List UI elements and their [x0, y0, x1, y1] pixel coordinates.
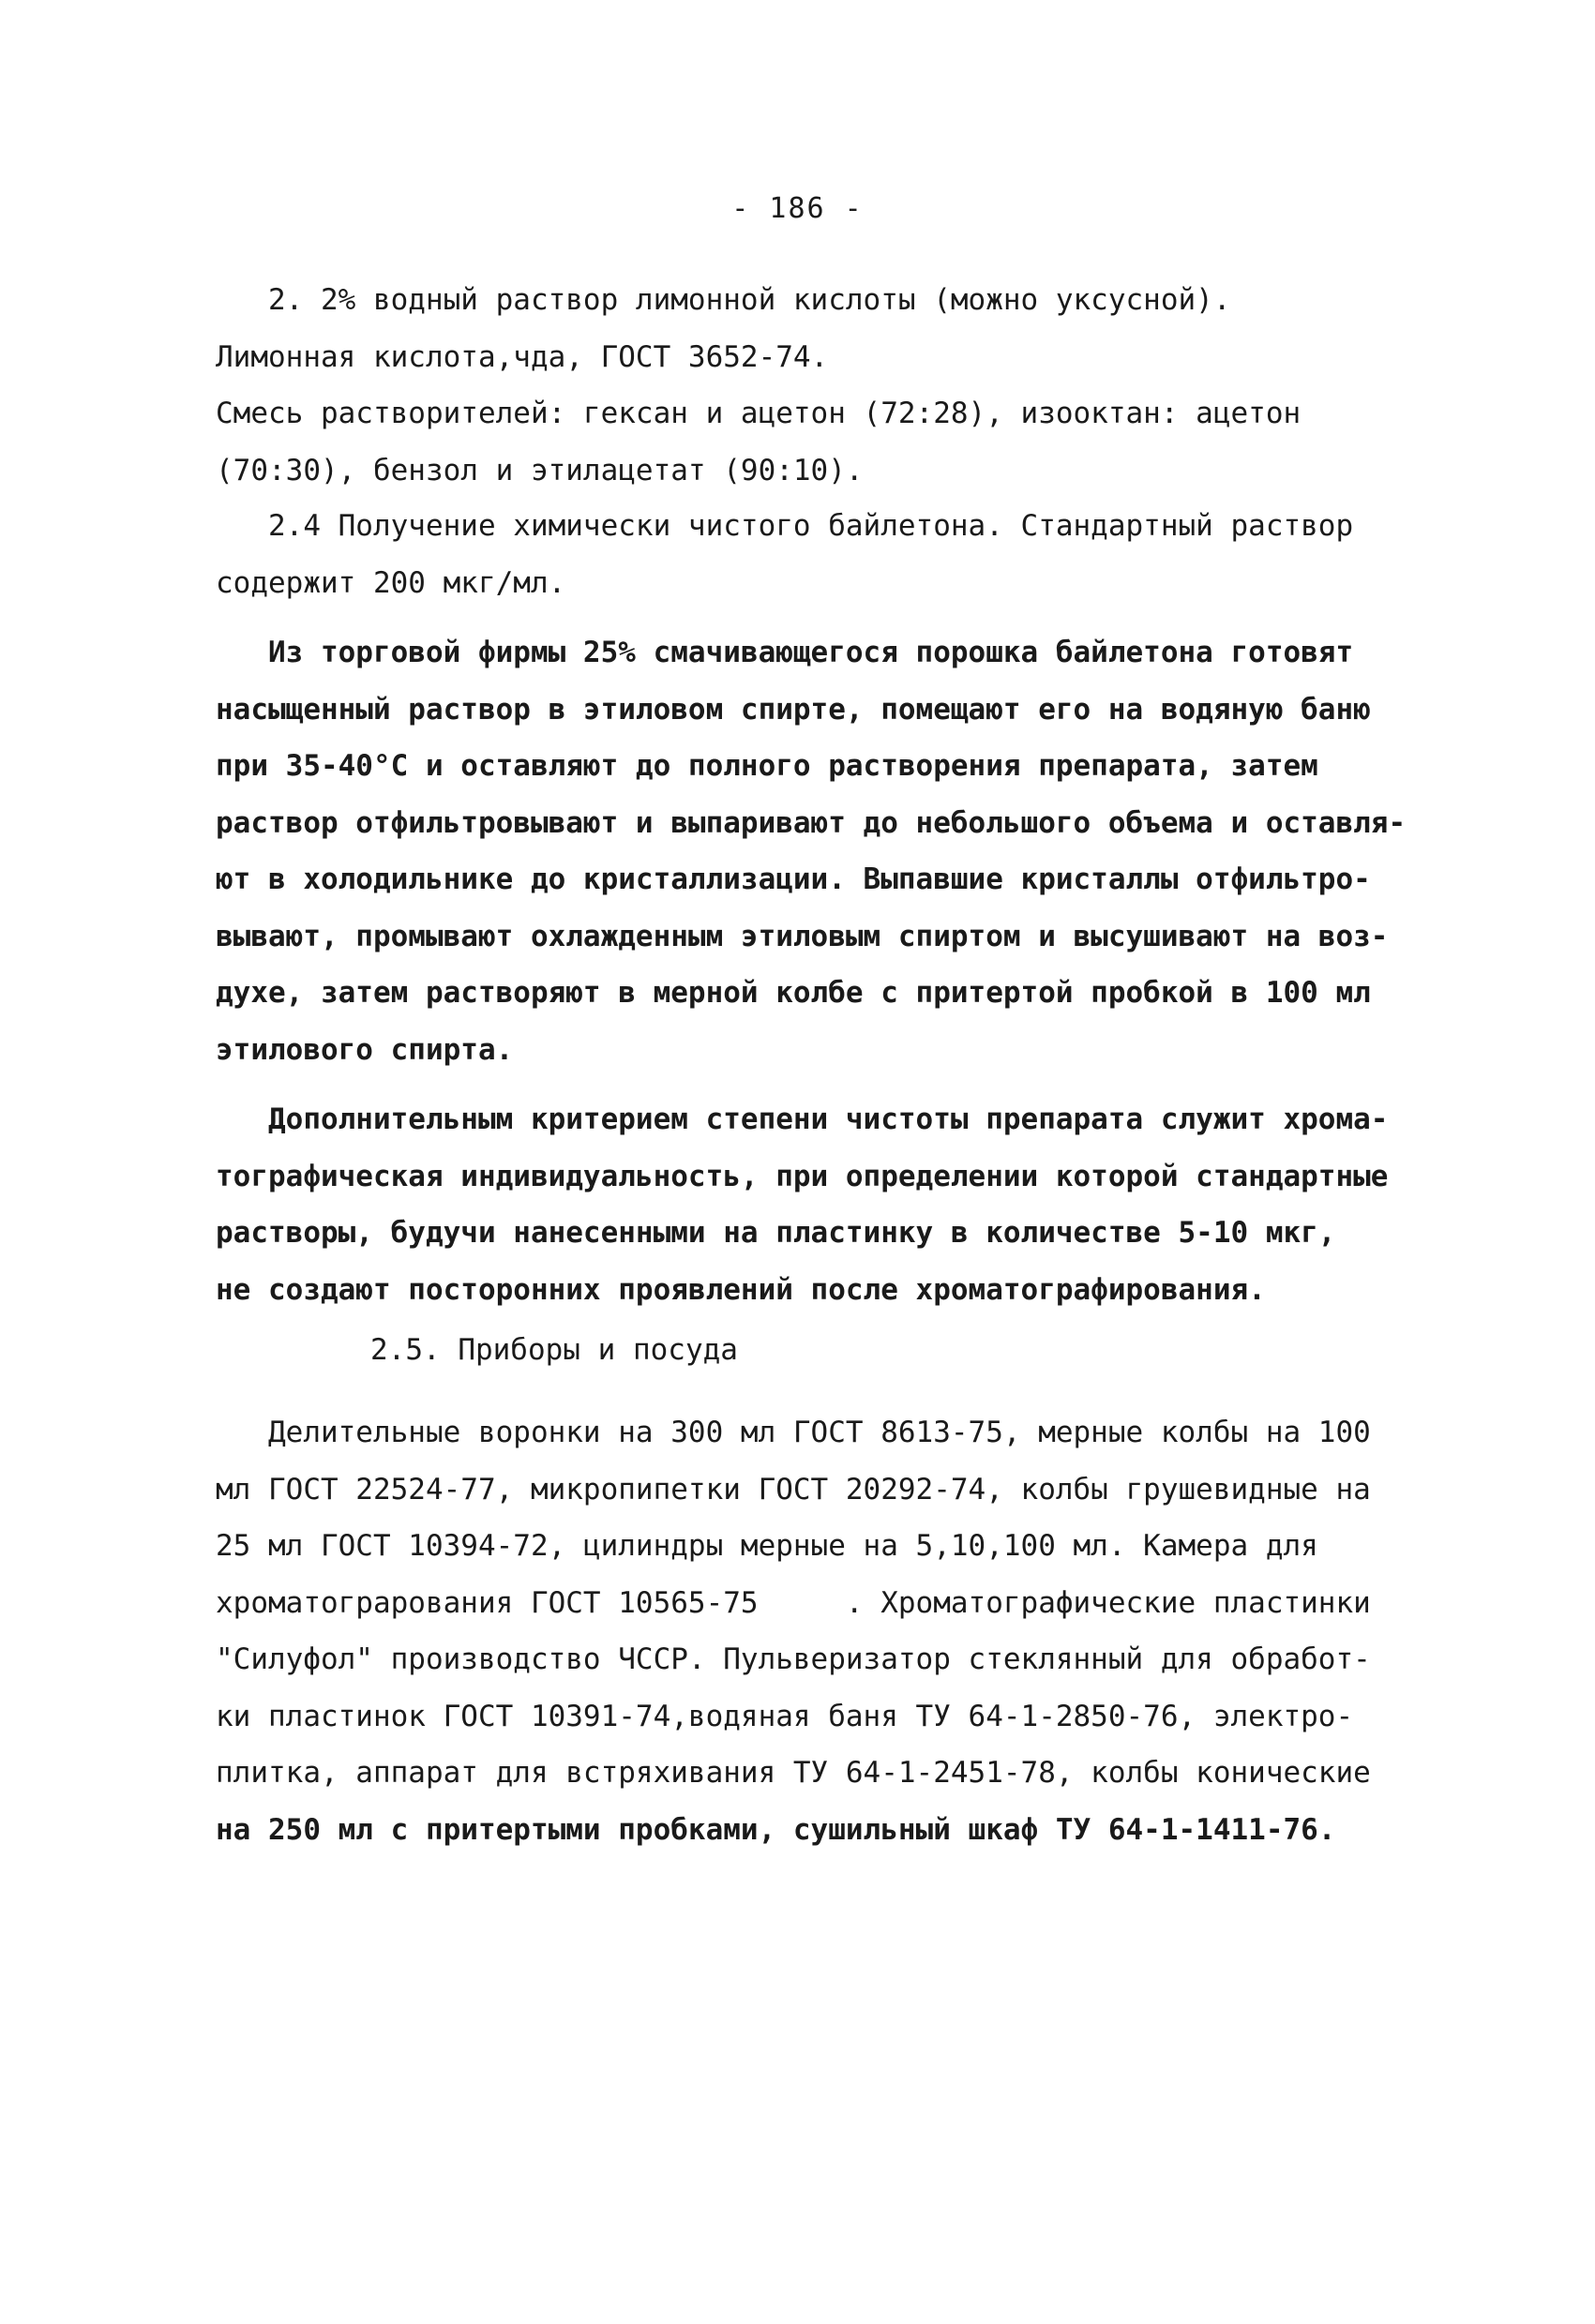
text-line: вывают, промывают охлажденным этиловым спиртом и высушивают на воз- — [216, 919, 1389, 953]
reagents-paragraph — [216, 272, 1425, 499]
text-line: содержит 200 мкг/мл. — [216, 565, 566, 600]
text-line: 2. 2% водный раствор лимонной кислоты (можно уксусной). — [216, 283, 1231, 317]
text-line: ки пластинок ГОСТ 10391-74,водяная баня ТУ 64-1-2850-76, электро- — [216, 1699, 1354, 1733]
text-line: 2.4 Получение химически чистого байлетона. Стандартный раствор — [216, 509, 1354, 543]
text-line: хроматограрования ГОСТ 10565-75 . Хроматографические пластинки — [216, 1585, 1371, 1620]
text-line: духе, затем растворяют в мерной колбе с притертой пробкой в 100 мл — [216, 976, 1371, 1010]
section-heading: 2.5. Приборы и посуда — [370, 1333, 738, 1367]
text-line: растворы, будучи нанесенными на пластинку в количестве 5-10 мкг, — [216, 1216, 1336, 1250]
text-line: плитка, аппарат для встряхивания ТУ 64-1-2451-78, колбы конические — [216, 1756, 1371, 1790]
text-line: при 35-40°С и оставляют до полного растворения препарата, затем — [216, 749, 1318, 783]
text-line: "Силуфол" производство ЧССР. Пульверизатор стеклянный для обработ- — [216, 1642, 1371, 1676]
text-line: (70:30), бензол и этилацетат (90:10). — [216, 453, 864, 487]
text-line: ют в холодильнике до кристаллизации. Выпавшие кристаллы отфильтро- — [216, 862, 1371, 896]
text-line: мл ГОСТ 22524-77, микропипетки ГОСТ 20292-74, колбы грушевидные на — [216, 1472, 1371, 1507]
text-line: Дополнительным критерием степени чистоты препарата служит хрома- — [216, 1102, 1389, 1136]
text-line: этилового спирта. — [216, 1032, 514, 1067]
page-number: - 186 - — [731, 192, 864, 225]
equipment-paragraph — [216, 1404, 1425, 1858]
text-line: раствор отфильтровывают и выпаривают до небольшого объема и оставля- — [216, 805, 1407, 840]
standard-solution-section — [216, 498, 1425, 1318]
equipment-heading — [370, 1322, 1580, 1379]
text-line: Лимонная кислота,чда, ГОСТ 3652-74. — [216, 339, 829, 374]
text-line: Смесь растворителей: гексан и ацетон (72:28), изооктан: ацетон — [216, 397, 1302, 430]
text-line: на 250 мл с притертыми пробками, сушильный шкаф ТУ 64-1-1411-76. — [216, 1812, 1336, 1847]
text-line: тографическая индивидуальность, при определении которой стандартные — [216, 1159, 1389, 1193]
text-line: насыщенный раствор в этиловом спирте, помещают его на водяную баню — [216, 692, 1371, 727]
text-line: 25 мл ГОСТ 10394-72, цилиндры мерные на 5,10,100 мл. Камера для — [216, 1529, 1318, 1563]
text-line: Делительные воронки на 300 мл ГОСТ 8613-75, мерные колбы на 100 — [216, 1416, 1371, 1449]
text-line: Из торговой фирмы 25% смачивающегося порошка байлетона готовят — [216, 636, 1354, 669]
text-line: не создают посторонних проявлений после хроматографирования. — [216, 1272, 1266, 1307]
